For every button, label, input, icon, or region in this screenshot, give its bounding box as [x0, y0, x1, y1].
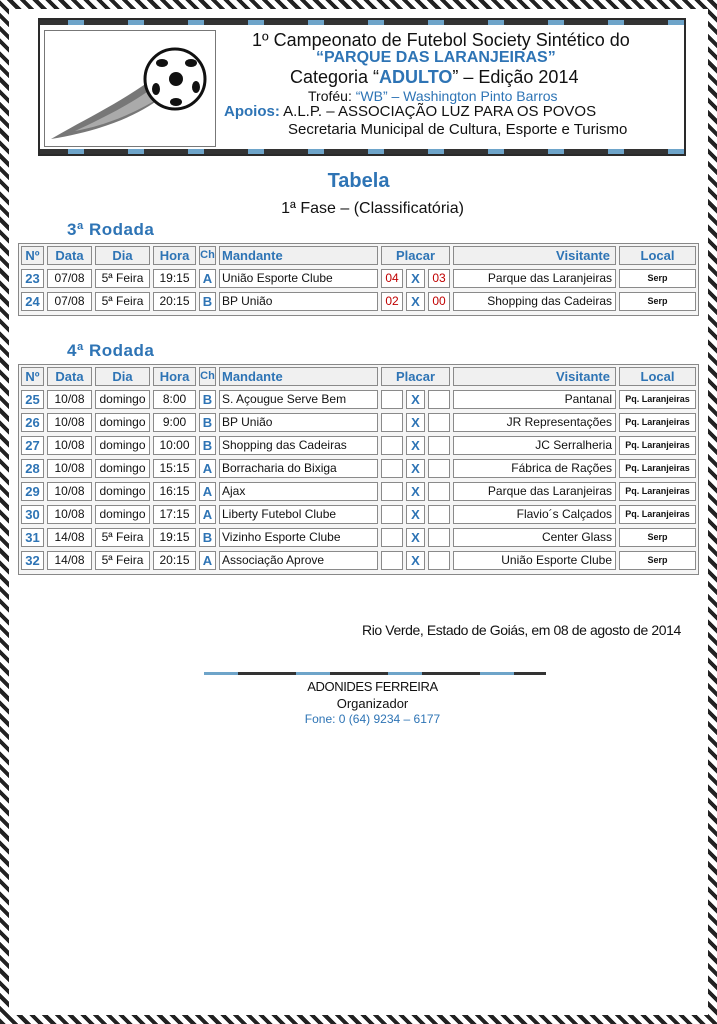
away-team: Fábrica de Rações	[453, 459, 616, 478]
col-header-hora: Hora	[153, 367, 196, 386]
match-time: 20:15	[153, 551, 196, 570]
score-separator: X	[406, 292, 425, 311]
col-header-data: Data	[47, 367, 92, 386]
apoios-label: Apoios:	[224, 103, 280, 120]
table-header-row	[19, 365, 698, 388]
table-header-row	[19, 244, 698, 267]
apoio-1: A.L.P. – ASSOCIAÇÃO LUZ PARA OS POVOS	[283, 103, 597, 120]
home-score	[381, 482, 403, 501]
home-score	[381, 551, 403, 570]
table-row	[19, 480, 698, 503]
col-header-hora: Hora	[153, 246, 196, 265]
match-time: 10:00	[153, 436, 196, 455]
match-venue: Serp	[619, 551, 696, 570]
match-group: A	[199, 269, 216, 288]
match-time: 9:00	[153, 413, 196, 432]
rodada-3-table	[18, 243, 699, 316]
away-score: 00	[428, 292, 450, 311]
home-team: Vizinho Esporte Clube	[219, 528, 378, 547]
score-separator: X	[406, 413, 425, 432]
rodada-4-title: 4ª Rodada	[67, 341, 155, 360]
match-group: B	[199, 436, 216, 455]
col-header-num: Nº	[21, 246, 44, 265]
match-number: 23	[21, 269, 44, 288]
signature-line	[204, 672, 546, 675]
away-score	[428, 505, 450, 524]
match-venue: Serp	[619, 528, 696, 547]
away-team: JC Serralheria	[453, 436, 616, 455]
trophy-name: “WB” – Washington Pinto Barros	[355, 88, 558, 104]
col-header-local: Local	[619, 246, 696, 265]
match-venue: Pq. Laranjeiras	[619, 505, 696, 524]
score-separator: X	[406, 505, 425, 524]
away-score	[428, 482, 450, 501]
match-group: B	[199, 528, 216, 547]
table-row	[19, 434, 698, 457]
match-day: 5ª Feira	[95, 528, 150, 547]
col-header-placar: Placar	[381, 246, 450, 265]
match-venue: Pq. Laranjeiras	[619, 413, 696, 432]
match-number: 27	[21, 436, 44, 455]
match-day: domingo	[95, 413, 150, 432]
col-header-local: Local	[619, 367, 696, 386]
match-number: 28	[21, 459, 44, 478]
home-team: União Esporte Clube	[219, 269, 378, 288]
match-day: domingo	[95, 390, 150, 409]
away-score	[428, 390, 450, 409]
col-header-ch: Ch	[199, 367, 216, 386]
match-date: 14/08	[47, 551, 92, 570]
score-separator: X	[406, 436, 425, 455]
header-line-2: “PARQUE DAS LARANJEIRAS”	[316, 49, 556, 66]
match-date: 07/08	[47, 269, 92, 288]
match-number: 29	[21, 482, 44, 501]
match-time: 19:15	[153, 528, 196, 547]
match-date: 14/08	[47, 528, 92, 547]
col-header-visitante: Visitante	[453, 246, 616, 265]
header-top-band	[40, 20, 684, 25]
table-row	[19, 290, 698, 313]
score-separator: X	[406, 459, 425, 478]
match-time: 16:15	[153, 482, 196, 501]
col-header-data: Data	[47, 246, 92, 265]
match-time: 8:00	[153, 390, 196, 409]
table-row	[19, 526, 698, 549]
match-time: 20:15	[153, 292, 196, 311]
match-date: 10/08	[47, 436, 92, 455]
match-venue: Pq. Laranjeiras	[619, 390, 696, 409]
match-number: 30	[21, 505, 44, 524]
match-date: 10/08	[47, 459, 92, 478]
match-day: 5ª Feira	[95, 551, 150, 570]
match-group: B	[199, 390, 216, 409]
match-group: A	[199, 505, 216, 524]
home-team: Borracharia do Bixiga	[219, 459, 378, 478]
match-group: A	[199, 482, 216, 501]
home-team: Ajax	[219, 482, 378, 501]
header-line-1: 1º Campeonato de Futebol Society Sintético do	[252, 30, 630, 50]
category-prefix: Categoria “	[290, 67, 380, 87]
trophy-label: Troféu:	[308, 88, 352, 104]
match-date: 07/08	[47, 292, 92, 311]
match-day: domingo	[95, 482, 150, 501]
place-date: Rio Verde, Estado de Goiás, em 08 de agosto de 2014	[362, 622, 681, 638]
col-header-dia: Dia	[95, 246, 150, 265]
match-time: 17:15	[153, 505, 196, 524]
match-day: 5ª Feira	[95, 269, 150, 288]
home-team: Shopping das Cadeiras	[219, 436, 378, 455]
away-team: Parque das Laranjeiras	[453, 482, 616, 501]
away-score	[428, 528, 450, 547]
away-team: Pantanal	[453, 390, 616, 409]
col-header-num: Nº	[21, 367, 44, 386]
match-day: domingo	[95, 436, 150, 455]
match-number: 31	[21, 528, 44, 547]
match-date: 10/08	[47, 505, 92, 524]
table-row	[19, 503, 698, 526]
home-score	[381, 459, 403, 478]
home-score: 02	[381, 292, 403, 311]
score-separator: X	[406, 528, 425, 547]
match-venue: Serp	[619, 292, 696, 311]
rodada-4-table	[18, 364, 699, 575]
away-team: Parque das Laranjeiras	[453, 269, 616, 288]
header-category	[290, 67, 578, 88]
table-row	[19, 388, 698, 411]
match-number: 32	[21, 551, 44, 570]
match-day: 5ª Feira	[95, 292, 150, 311]
match-date: 10/08	[47, 390, 92, 409]
rodada-3-title: 3ª Rodada	[67, 220, 155, 239]
page-title: Tabela	[327, 170, 390, 192]
away-team: Center Glass	[453, 528, 616, 547]
match-group: B	[199, 413, 216, 432]
col-header-placar: Placar	[381, 367, 450, 386]
home-team: BP União	[219, 292, 378, 311]
match-venue: Pq. Laranjeiras	[619, 436, 696, 455]
away-team: Shopping das Cadeiras	[453, 292, 616, 311]
home-score	[381, 528, 403, 547]
home-score	[381, 505, 403, 524]
match-group: B	[199, 292, 216, 311]
away-score: 03	[428, 269, 450, 288]
match-date: 10/08	[47, 413, 92, 432]
home-score: 04	[381, 269, 403, 288]
match-day: domingo	[95, 459, 150, 478]
match-day: domingo	[95, 505, 150, 524]
col-header-visitante: Visitante	[453, 367, 616, 386]
match-number: 24	[21, 292, 44, 311]
signer-name: ADONIDES FERREIRA	[307, 679, 438, 694]
match-venue: Pq. Laranjeiras	[619, 482, 696, 501]
match-date: 10/08	[47, 482, 92, 501]
col-header-ch: Ch	[199, 246, 216, 265]
category-name: ADULTO	[379, 67, 453, 87]
score-separator: X	[406, 551, 425, 570]
match-group: A	[199, 459, 216, 478]
header-trophy	[308, 88, 558, 104]
away-score	[428, 413, 450, 432]
score-separator: X	[406, 269, 425, 288]
col-header-mandante: Mandante	[219, 246, 378, 265]
header-apoio-2: Secretaria Municipal de Cultura, Esporte e Turismo	[288, 121, 628, 138]
signer-phone: Fone: 0 (64) 9234 – 6177	[304, 712, 441, 726]
home-score	[381, 436, 403, 455]
category-suffix: ” – Edição 2014	[452, 67, 579, 87]
home-score	[381, 390, 403, 409]
match-number: 25	[21, 390, 44, 409]
col-header-mandante: Mandante	[219, 367, 378, 386]
col-header-dia: Dia	[95, 367, 150, 386]
home-team: S. Açougue Serve Bem	[219, 390, 378, 409]
score-separator: X	[406, 390, 425, 409]
soccer-ball-logo-icon	[44, 30, 216, 147]
table-row	[19, 549, 698, 572]
header-banner	[38, 18, 686, 156]
match-venue: Serp	[619, 269, 696, 288]
away-score	[428, 436, 450, 455]
away-team: Flavio´s Calçados	[453, 505, 616, 524]
header-apoios	[224, 103, 596, 120]
away-score	[428, 459, 450, 478]
table-row	[19, 411, 698, 434]
header-bottom-band	[40, 149, 684, 154]
away-score	[428, 551, 450, 570]
home-team: Liberty Futebol Clube	[219, 505, 378, 524]
match-time: 15:15	[153, 459, 196, 478]
match-number: 26	[21, 413, 44, 432]
signer-role: Organizador	[336, 696, 409, 711]
home-team: BP União	[219, 413, 378, 432]
match-venue: Pq. Laranjeiras	[619, 459, 696, 478]
score-separator: X	[406, 482, 425, 501]
table-row	[19, 267, 698, 290]
home-team: Associação Aprove	[219, 551, 378, 570]
away-team: JR Representações	[453, 413, 616, 432]
match-group: A	[199, 551, 216, 570]
match-time: 19:15	[153, 269, 196, 288]
home-score	[381, 413, 403, 432]
page-subtitle: 1ª Fase – (Classificatória)	[281, 200, 464, 217]
away-team: União Esporte Clube	[453, 551, 616, 570]
table-row	[19, 457, 698, 480]
